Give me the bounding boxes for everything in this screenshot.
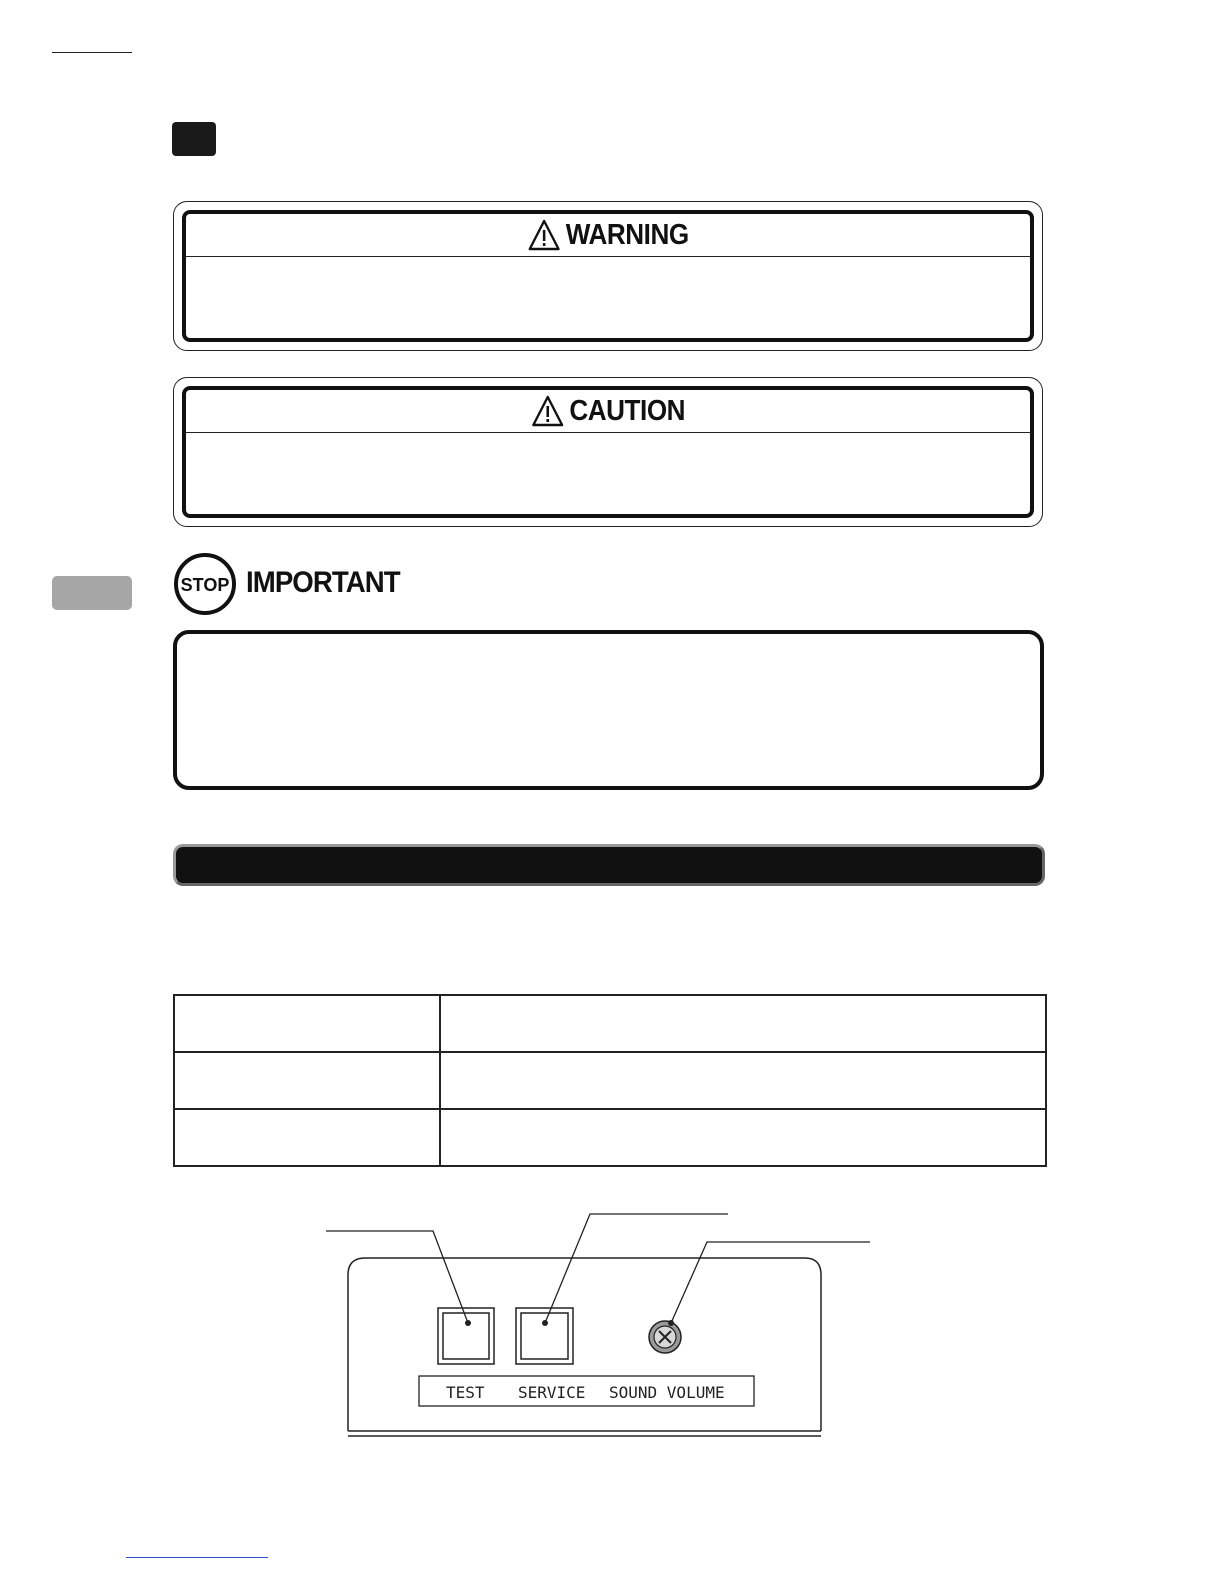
panel-body — [348, 1258, 821, 1436]
warning-title — [528, 219, 689, 252]
table-row — [174, 1052, 1046, 1109]
table-cell — [440, 1052, 1046, 1109]
section-heading-bar — [173, 844, 1045, 886]
caution-title-text: CAUTION — [569, 394, 685, 427]
table-cell — [440, 1109, 1046, 1166]
warning-inner-frame — [182, 210, 1034, 342]
warning-title-text: WARNING — [565, 218, 689, 251]
important-title: IMPORTANT — [246, 566, 400, 599]
test-label: TEST — [446, 1383, 485, 1402]
stop-icon-label: STOP — [180, 575, 230, 595]
table-cell — [174, 1109, 440, 1166]
table-cell — [174, 1052, 440, 1109]
leader-lines — [326, 1214, 870, 1326]
caution-inner-frame — [182, 386, 1034, 518]
panel-label-strip — [419, 1376, 754, 1406]
important-box — [173, 630, 1044, 790]
warning-triangle-icon — [528, 219, 560, 251]
section-number-marker — [172, 122, 216, 156]
sound-volume-label: SOUND VOLUME — [609, 1383, 725, 1402]
chapter-side-tab — [52, 576, 132, 610]
stop-icon — [173, 552, 237, 616]
caution-box — [173, 377, 1043, 527]
table-row — [174, 995, 1046, 1052]
caution-header — [186, 390, 1030, 433]
warning-triangle-icon — [531, 395, 563, 427]
service-label: SERVICE — [518, 1383, 586, 1402]
table-cell — [440, 995, 1046, 1052]
control-panel-diagram — [320, 1205, 890, 1445]
footer-link-underline — [126, 1557, 268, 1558]
caution-title — [531, 395, 685, 428]
sound-volume-knob-icon — [649, 1321, 681, 1353]
table-row — [174, 1109, 1046, 1166]
service-button — [516, 1308, 573, 1364]
warning-header — [186, 214, 1030, 257]
switch-table — [173, 994, 1047, 1167]
warning-box — [173, 201, 1043, 351]
table-cell — [174, 995, 440, 1052]
header-rule — [52, 52, 132, 53]
